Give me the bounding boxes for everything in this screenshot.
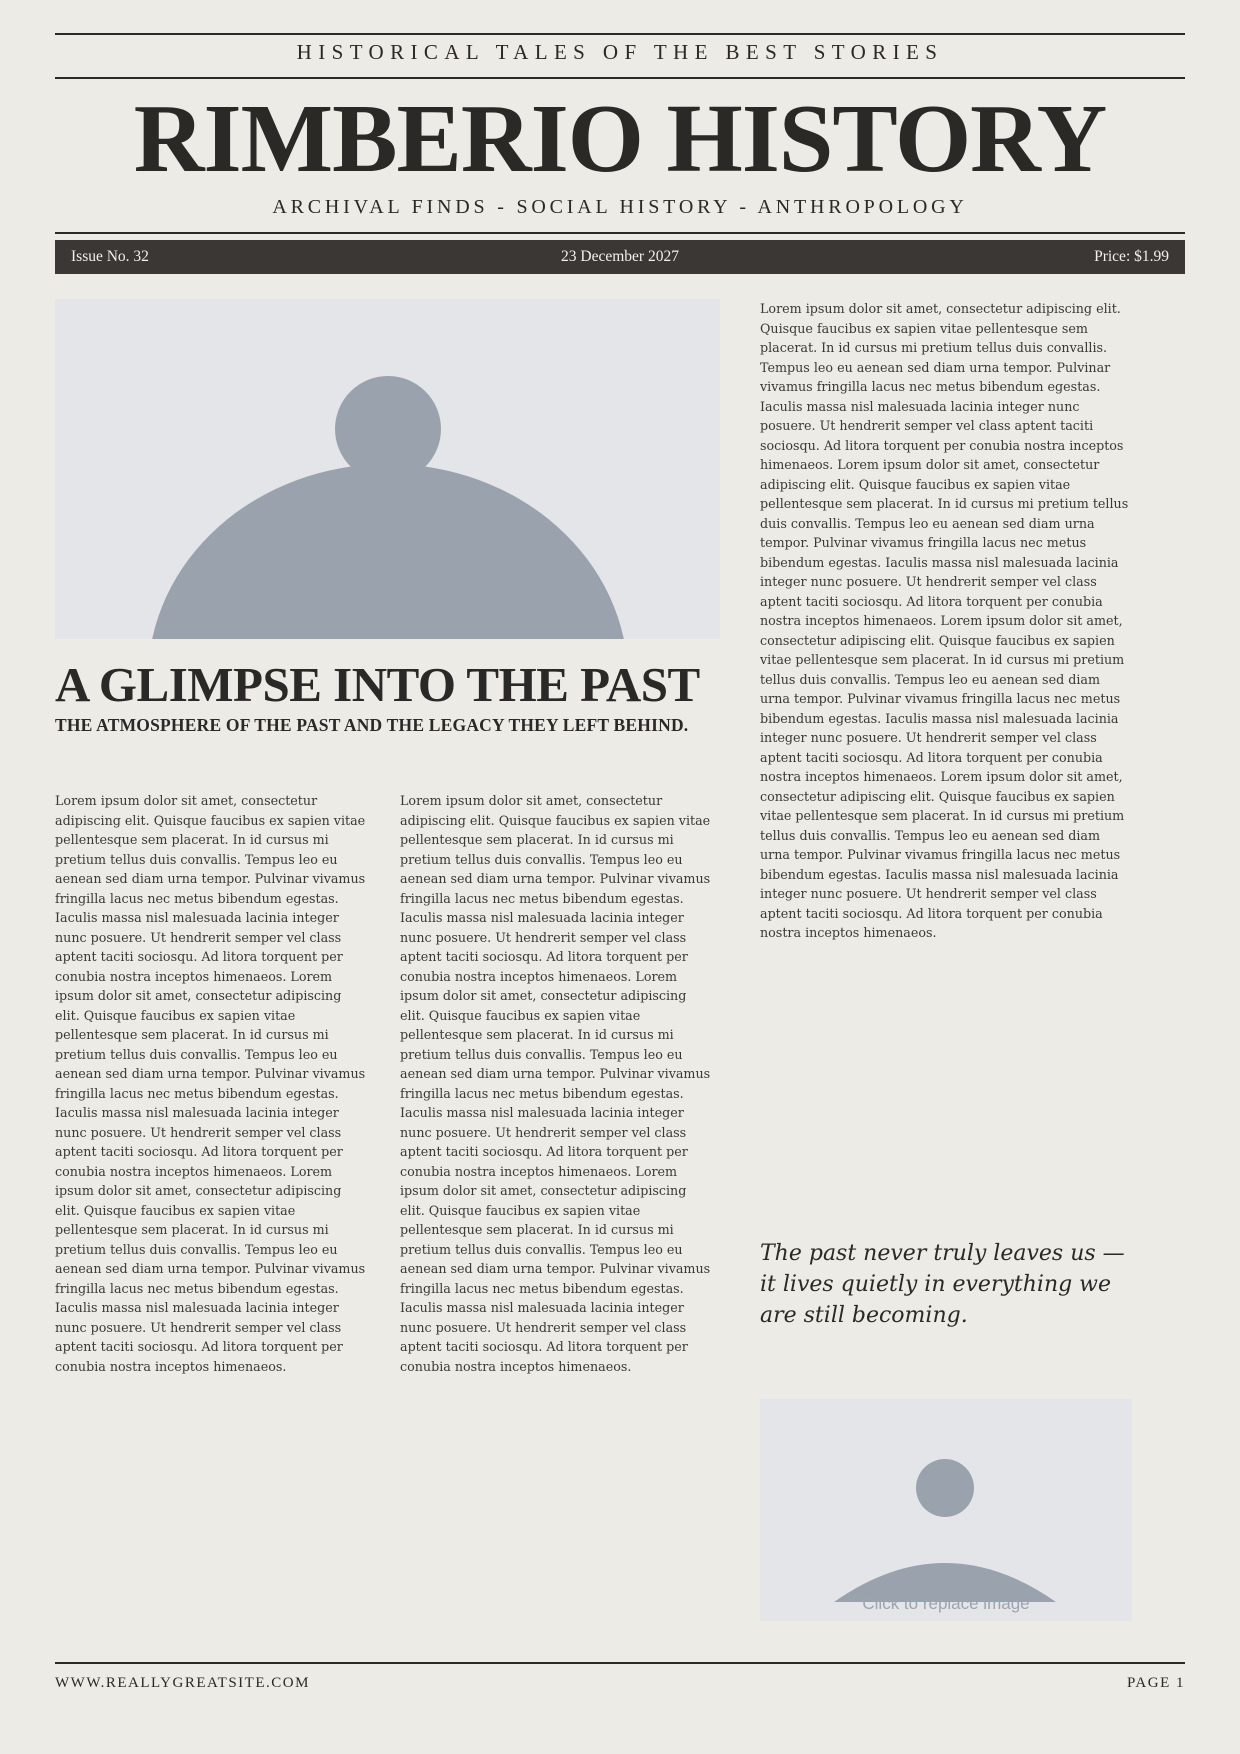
footer-website[interactable]: WWW.REALLYGREATSITE.COM — [55, 1675, 310, 1691]
footer-rule — [55, 1662, 1185, 1664]
article-column-2: Lorem ipsum dolor sit amet, consectetur adipiscing elit. Quisque faucibus ex sapien vitae pellentesque sem placerat. In id cursus mi pretium tellus duis convallis. Tempus leo eu aenean sed diam urna tempor. Pulvinar vivamus fringilla lacus nec metus bibendum egestas. Iaculis massa nisl malesuada lacinia integer nunc posuere. Ut hendrerit semper vel class aptent taciti sociosqu. Ad litora torquent per conubia nostra inceptos himenaeos. Lorem ipsum dolor sit amet, consectetur adipiscing elit. Quisque faucibus ex sapien vitae pellentesque sem placerat. In id cursus mi pretium tellus duis convallis. Tempus leo eu aenean sed diam urna tempor. Pulvinar vivamus fringilla lacus nec metus bibendum egestas. Iaculis massa nisl malesuada lacinia integer nunc posuere. Ut hendrerit semper vel class aptent taciti sociosqu. Ad litora torquent per conubia nostra inceptos himenaeos. Lorem ipsum dolor sit amet, consectetur adipiscing elit. Quisque faucibus ex sapien vitae pellentesque sem placerat. In id cursus mi pretium tellus duis convallis. Tempus leo eu aenean sed diam urna tempor. Pulvinar vivamus fringilla lacus nec metus bibendum egestas. Iaculis massa nisl malesuada lacinia integer nunc posuere. Ut hendrerit semper vel class aptent taciti sociosqu. Ad litora torquent per conubia nostra inceptos himenaeos. — [400, 793, 711, 1374]
image-replace-caption: Click to replace image — [862, 1594, 1030, 1613]
issue-info-bar — [55, 240, 1185, 274]
masthead-rule — [55, 232, 1185, 234]
sidebar-column: Lorem ipsum dolor sit amet, consectetur adipiscing elit. Quisque faucibus ex sapien vitae pellentesque sem placerat. In id cursus mi pretium tellus duis convallis. Tempus leo eu aenean sed diam urna tempor. Pulvinar vivamus fringilla lacus nec metus bibendum egestas. Iaculis massa nisl malesuada lacinia integer nunc posuere. Ut hendrerit semper vel class aptent taciti sociosqu. Ad litora torquent per conubia nostra inceptos himenaeos. Lorem ipsum dolor sit amet, consectetur adipiscing elit. Quisque faucibus ex sapien vitae pellentesque sem placerat. In id cursus mi pretium tellus duis convallis. Tempus leo eu aenean sed diam urna tempor. Pulvinar vivamus fringilla lacus nec metus bibendum egestas. Iaculis massa nisl malesuada lacinia integer nunc posuere. Ut hendrerit semper vel class aptent taciti sociosqu. Ad litora torquent per conubia nostra inceptos himenaeos. Lorem ipsum dolor sit amet, consectetur adipiscing elit. Quisque faucibus ex sapien vitae pellentesque sem placerat. In id cursus mi pretium tellus duis convallis. Tempus leo eu aenean sed diam urna tempor. Pulvinar vivamus fringilla lacus nec metus bibendum egestas. Iaculis massa nisl malesuada lacinia integer nunc posuere. Ut hendrerit semper vel class aptent taciti sociosqu. Ad litora torquent per conubia nostra inceptos himenaeos. Lorem ipsum dolor sit amet, consectetur adipiscing elit. Quisque faucibus ex sapien vitae pellentesque sem placerat. In id cursus mi pretium tellus duis convallis. Tempus leo eu aenean sed diam urna tempor. Pulvinar vivamus fringilla lacus nec metus bibendum egestas. Iaculis massa nisl malesuada lacinia integer nunc posuere. Ut hendrerit semper vel class aptent taciti sociosqu. Ad litora torquent per conubia nostra inceptos himenaeos. — [760, 301, 1129, 940]
article-column-1: Lorem ipsum dolor sit amet, consectetur adipiscing elit. Quisque faucibus ex sapien vitae pellentesque sem placerat. In id cursus mi pretium tellus duis convallis. Tempus leo eu aenean sed diam urna tempor. Pulvinar vivamus fringilla lacus nec metus bibendum egestas. Iaculis massa nisl malesuada lacinia integer nunc posuere. Ut hendrerit semper vel class aptent taciti sociosqu. Ad litora torquent per conubia nostra inceptos himenaeos. Lorem ipsum dolor sit amet, consectetur adipiscing elit. Quisque faucibus ex sapien vitae pellentesque sem placerat. In id cursus mi pretium tellus duis convallis. Tempus leo eu aenean sed diam urna tempor. Pulvinar vivamus fringilla lacus nec metus bibendum egestas. Iaculis massa nisl malesuada lacinia integer nunc posuere. Ut hendrerit semper vel class aptent taciti sociosqu. Ad litora torquent per conubia nostra inceptos himenaeos. Lorem ipsum dolor sit amet, consectetur adipiscing elit. Quisque faucibus ex sapien vitae pellentesque sem placerat. In id cursus mi pretium tellus duis convallis. Tempus leo eu aenean sed diam urna tempor. Pulvinar vivamus fringilla lacus nec metus bibendum egestas. Iaculis massa nisl malesuada lacinia integer nunc posuere. Ut hendrerit semper vel class aptent taciti sociosqu. Ad litora torquent per conubia nostra inceptos himenaeos. — [55, 793, 366, 1374]
masthead-title: RIMBERIO HISTORY — [133, 85, 1107, 193]
footer-page-number: PAGE 1 — [1126, 1675, 1185, 1691]
issue-number: Issue No. 32 — [71, 248, 149, 265]
tagline: HISTORICAL TALES OF THE BEST STORIES — [296, 40, 944, 64]
top-rule — [55, 33, 1185, 35]
article-subhead: THE ATMOSPHERE OF THE PAST AND THE LEGACY THEY LEFT BEHIND. — [55, 715, 689, 735]
image-placeholder-icon — [55, 299, 720, 639]
issue-price: Price: $1.99 — [1094, 248, 1169, 265]
issue-date: 23 December 2027 — [561, 248, 679, 265]
image-placeholder-icon — [760, 1399, 1132, 1621]
pull-quote: The past never truly leaves us — it lives quietly in everything we are still becoming. — [760, 1241, 1125, 1328]
section-list: ARCHIVAL FINDS - SOCIAL HISTORY - ANTHROPOLOGY — [272, 196, 968, 218]
lead-image[interactable] — [55, 299, 720, 639]
sidebar-image[interactable] — [760, 1399, 1132, 1621]
article-headline: A GLIMPSE INTO THE PAST — [55, 657, 700, 712]
tagline-rule — [55, 77, 1185, 79]
